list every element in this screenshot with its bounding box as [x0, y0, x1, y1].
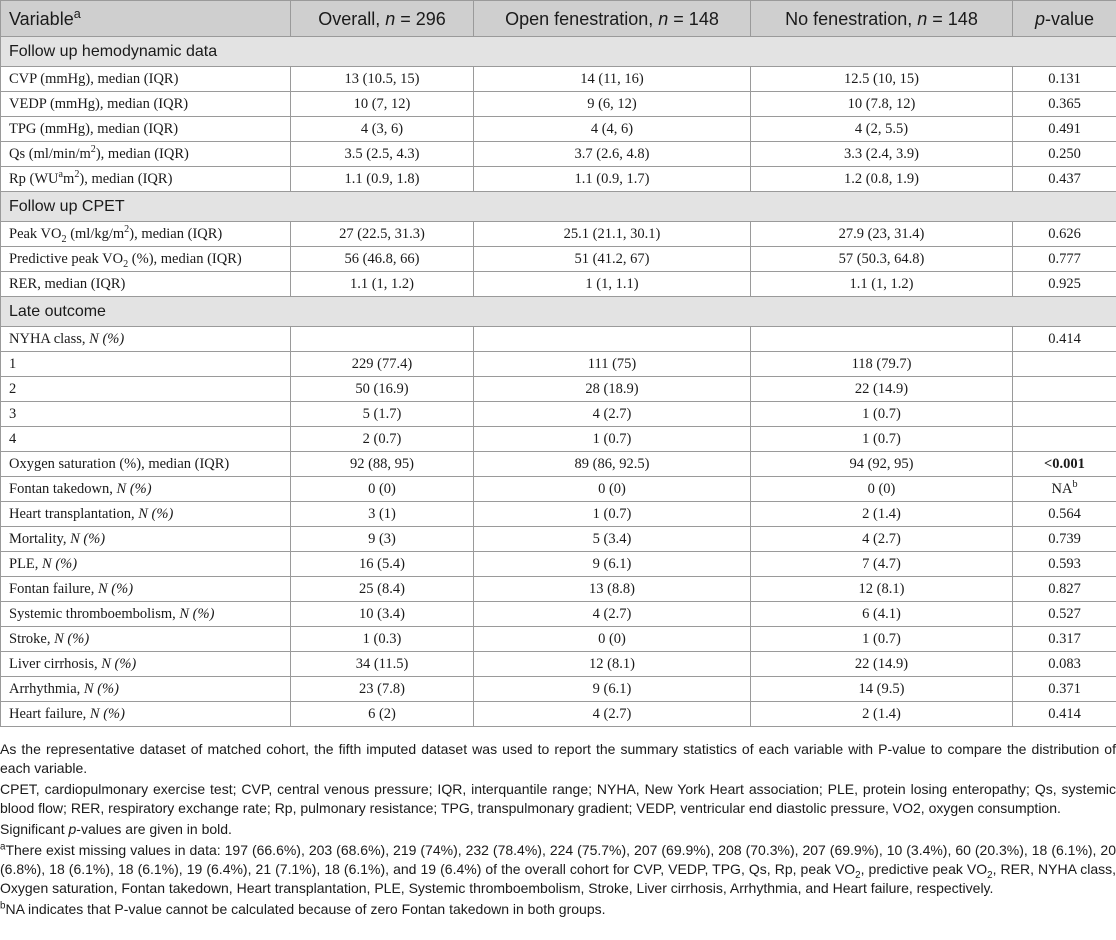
row-label: Liver cirrhosis, N (%) — [1, 652, 291, 677]
cell-open: 4 (4, 6) — [474, 117, 751, 142]
header-no-fenestration: No fenestration, n = 148 — [751, 1, 1013, 37]
cell-nofen: 22 (14.9) — [751, 652, 1013, 677]
cell-overall: 6 (2) — [291, 702, 474, 727]
cell-p: 0.925 — [1013, 272, 1116, 297]
row-label: 3 — [1, 402, 291, 427]
section-hemodynamic: Follow up hemodynamic data — [1, 37, 1116, 67]
cell-p: 0.527 — [1013, 602, 1116, 627]
cell-open: 9 (6.1) — [474, 552, 751, 577]
row-label: Heart failure, N (%) — [1, 702, 291, 727]
cell-p: 0.317 — [1013, 627, 1116, 652]
table-row — [1, 652, 1116, 677]
cell-overall: 16 (5.4) — [291, 552, 474, 577]
table-row — [1, 552, 1116, 577]
table-row — [1, 627, 1116, 652]
cell-nofen: 3.3 (2.4, 3.9) — [751, 142, 1013, 167]
row-label: Mortality, N (%) — [1, 527, 291, 552]
row-label: Oxygen saturation (%), median (IQR) — [1, 452, 291, 477]
cell-overall: 2 (0.7) — [291, 427, 474, 452]
section-late-outcome: Late outcome — [1, 297, 1116, 327]
cell-p: 0.777 — [1013, 247, 1116, 272]
cell-p: 0.739 — [1013, 527, 1116, 552]
cell-overall: 10 (3.4) — [291, 602, 474, 627]
row-label: Heart transplantation, N (%) — [1, 502, 291, 527]
cell-nofen: 1 (0.7) — [751, 402, 1013, 427]
cell-overall: 92 (88, 95) — [291, 452, 474, 477]
table-row — [1, 67, 1116, 92]
header-overall: Overall, n = 296 — [291, 1, 474, 37]
cell-p-significant: <0.001 — [1013, 452, 1116, 477]
table-row — [1, 92, 1116, 117]
cell-p: 0.414 — [1013, 702, 1116, 727]
row-label: Fontan failure, N (%) — [1, 577, 291, 602]
cell-p: 0.250 — [1013, 142, 1116, 167]
cell-open: 1 (1, 1.1) — [474, 272, 751, 297]
cell-nofen: 94 (92, 95) — [751, 452, 1013, 477]
row-label: Predictive peak $VO_2$ (%), median (IQR) — [1, 247, 291, 272]
cell-open: 51 (41.2, 67) — [474, 247, 751, 272]
table-row — [1, 577, 1116, 602]
footnote-b-na: $^b$NA indicates that P-value cannot be calculated because of zero Fontan takedown in both groups. — [0, 900, 606, 917]
row-label: Fontan takedown, N (%) — [1, 477, 291, 502]
row-label: CVP (mmHg), median (IQR) — [1, 67, 291, 92]
table-row — [1, 167, 1116, 192]
cell-p: 0.626 — [1013, 222, 1116, 247]
cell-overall: 1.1 (1, 1.2) — [291, 272, 474, 297]
cell-open: 3.7 (2.6, 4.8) — [474, 142, 751, 167]
cell-nofen: 22 (14.9) — [751, 377, 1013, 402]
cell-overall: 50 (16.9) — [291, 377, 474, 402]
row-label: RER, median (IQR) — [1, 272, 291, 297]
cell-p: 0.414 — [1013, 327, 1116, 352]
cell-overall: 3.5 (2.5, 4.3) — [291, 142, 474, 167]
footnote-significance: Significant p-values are given in bold. — [0, 821, 232, 837]
cell-p: 0.083 — [1013, 652, 1116, 677]
table-row — [1, 402, 1116, 427]
cell-open: 89 (86, 92.5) — [474, 452, 751, 477]
row-label: Systemic thromboembolism, N (%) — [1, 602, 291, 627]
row-label: TPG (mmHg), median (IQR) — [1, 117, 291, 142]
cell-nofen — [751, 327, 1013, 352]
footnote-a-missing-values: $^a$There exist missing values in data: 197 (66.6%), 203 (68.6%), 219 (74%), 232 (78.4%), 224 (75.7%), 207 (69.9%), 208 (70.3%), 207 (69.9%), 10 (3.4%), 60 (20.3%), 18 (6.1%), 20 (6.8%), 18 (6.1%), 18 (6.1%), 19 (6.4%), 21 (7.1%), 18 (6.1%), and 19 (6.4%) of the overall cohort for CVP, VEDP, TPG, Qs, Rp, peak $VO_2$, predictive peak $VO_2$, RER, NYHA class, Oxygen saturation, Fontan takedown, Heart transplantation, PLE, Systemic thromboembolism, Stroke, Liver cirrhosis, Arrhythmia, and Heart failure, respectively. — [0, 841, 1116, 896]
row-label: Arrhythmia, N (%) — [1, 677, 291, 702]
cell-p — [1013, 377, 1116, 402]
table-row — [1, 272, 1116, 297]
cell-nofen: 7 (4.7) — [751, 552, 1013, 577]
table-row — [1, 477, 1116, 502]
cell-open: 12 (8.1) — [474, 652, 751, 677]
cell-nofen: 2 (1.4) — [751, 702, 1013, 727]
cell-open: 0 (0) — [474, 627, 751, 652]
cell-overall: 27 (22.5, 31.3) — [291, 222, 474, 247]
cell-nofen: 10 (7.8, 12) — [751, 92, 1013, 117]
cell-nofen: 57 (50.3, 64.8) — [751, 247, 1013, 272]
cell-open: 5 (3.4) — [474, 527, 751, 552]
table-row — [1, 452, 1116, 477]
header-row — [1, 1, 1116, 37]
table-row — [1, 702, 1116, 727]
row-label: 4 — [1, 427, 291, 452]
table-row — [1, 502, 1116, 527]
row-label: VEDP (mmHg), median (IQR) — [1, 92, 291, 117]
cell-overall: 13 (10.5, 15) — [291, 67, 474, 92]
table-row — [1, 222, 1116, 247]
cell-open: 111 (75) — [474, 352, 751, 377]
cell-p: 0.593 — [1013, 552, 1116, 577]
cell-p: 0.371 — [1013, 677, 1116, 702]
cell-overall: 56 (46.8, 66) — [291, 247, 474, 272]
cell-nofen: 118 (79.7) — [751, 352, 1013, 377]
cell-p: 0.131 — [1013, 67, 1116, 92]
table-footnotes — [0, 740, 1116, 919]
cell-p — [1013, 352, 1116, 377]
cell-open: 1 (0.7) — [474, 502, 751, 527]
footnote-dataset: As the representative dataset of matched cohort, the fifth imputed dataset was used to report the summary statistics of each variable with P-value to compare the distribution of each variable. — [0, 741, 1116, 776]
cell-overall: 9 (3) — [291, 527, 474, 552]
cell-open: 4 (2.7) — [474, 702, 751, 727]
cell-nofen: 12.5 (10, 15) — [751, 67, 1013, 92]
table-row — [1, 352, 1116, 377]
cell-overall: 10 (7, 12) — [291, 92, 474, 117]
cell-nofen: 6 (4.1) — [751, 602, 1013, 627]
row-label: NYHA class, N (%) — [1, 327, 291, 352]
cell-open: 1.1 (0.9, 1.7) — [474, 167, 751, 192]
cell-open: 28 (18.9) — [474, 377, 751, 402]
cell-open: 9 (6, 12) — [474, 92, 751, 117]
cell-overall: 25 (8.4) — [291, 577, 474, 602]
cell-overall: 0 (0) — [291, 477, 474, 502]
header-p-value: p-value — [1013, 1, 1116, 37]
cell-nofen: 0 (0) — [751, 477, 1013, 502]
table-row — [1, 117, 1116, 142]
row-label: 1 — [1, 352, 291, 377]
cell-overall: 23 (7.8) — [291, 677, 474, 702]
row-label: Peak $VO_2$ $(ml/kg/m^2)$, median (IQR) — [1, 222, 291, 247]
section-cpet: Follow up CPET — [1, 192, 1116, 222]
cell-p: 0.827 — [1013, 577, 1116, 602]
cell-nofen: 14 (9.5) — [751, 677, 1013, 702]
table-row — [1, 677, 1116, 702]
cell-nofen: 1.1 (1, 1.2) — [751, 272, 1013, 297]
cell-overall: 229 (77.4) — [291, 352, 474, 377]
table-row — [1, 377, 1116, 402]
table-row — [1, 327, 1116, 352]
cell-p: 0.437 — [1013, 167, 1116, 192]
cell-overall: 4 (3, 6) — [291, 117, 474, 142]
table-row — [1, 602, 1116, 627]
cell-p: 0.491 — [1013, 117, 1116, 142]
table-row — [1, 527, 1116, 552]
cell-open: 13 (8.8) — [474, 577, 751, 602]
cell-overall: 1 (0.3) — [291, 627, 474, 652]
cell-overall: 1.1 (0.9, 1.8) — [291, 167, 474, 192]
table-row — [1, 142, 1116, 167]
header-variable: Variable$^a$ — [1, 1, 291, 37]
row-label: Rp $(WU^am^2)$, median (IQR) — [1, 167, 291, 192]
row-label: Stroke, N (%) — [1, 627, 291, 652]
cell-open: 0 (0) — [474, 477, 751, 502]
cell-nofen: 2 (1.4) — [751, 502, 1013, 527]
table-row — [1, 247, 1116, 272]
cell-p: $NA^b$ — [1013, 477, 1116, 502]
cell-overall — [291, 327, 474, 352]
row-label: Qs $(ml/\min/m^2)$, median (IQR) — [1, 142, 291, 167]
cell-open: 14 (11, 16) — [474, 67, 751, 92]
footnote-abbreviations: CPET, cardiopulmonary exercise test; CVP, central venous pressure; IQR, interquantile range; NYHA, New York Heart association; PLE, protein losing enteropathy; Qs, systemic blood flow; RER, respiratory exchange rate; Rp, pulmonary resistance; TPG, transpulmonary gradient; VEDP, ventricular end diastolic pressure, VO2, oxygen consumption. — [0, 781, 1116, 816]
cell-open: 4 (2.7) — [474, 602, 751, 627]
cell-nofen: 12 (8.1) — [751, 577, 1013, 602]
cell-nofen: 1.2 (0.8, 1.9) — [751, 167, 1013, 192]
cell-nofen: 4 (2, 5.5) — [751, 117, 1013, 142]
cell-nofen: 1 (0.7) — [751, 427, 1013, 452]
row-label: 2 — [1, 377, 291, 402]
cell-open: 4 (2.7) — [474, 402, 751, 427]
cell-overall: 34 (11.5) — [291, 652, 474, 677]
cell-p — [1013, 402, 1116, 427]
table-row — [1, 427, 1116, 452]
cell-p: 0.365 — [1013, 92, 1116, 117]
cell-nofen: 4 (2.7) — [751, 527, 1013, 552]
header-open-fenestration: Open fenestration, n = 148 — [474, 1, 751, 37]
cell-open — [474, 327, 751, 352]
row-label: PLE, N (%) — [1, 552, 291, 577]
cell-p: 0.564 — [1013, 502, 1116, 527]
cell-nofen: 1 (0.7) — [751, 627, 1013, 652]
cell-open: 9 (6.1) — [474, 677, 751, 702]
cell-nofen: 27.9 (23, 31.4) — [751, 222, 1013, 247]
cell-overall: 3 (1) — [291, 502, 474, 527]
cell-overall: 5 (1.7) — [291, 402, 474, 427]
cell-p — [1013, 427, 1116, 452]
cell-open: 1 (0.7) — [474, 427, 751, 452]
cell-open: 25.1 (21.1, 30.1) — [474, 222, 751, 247]
